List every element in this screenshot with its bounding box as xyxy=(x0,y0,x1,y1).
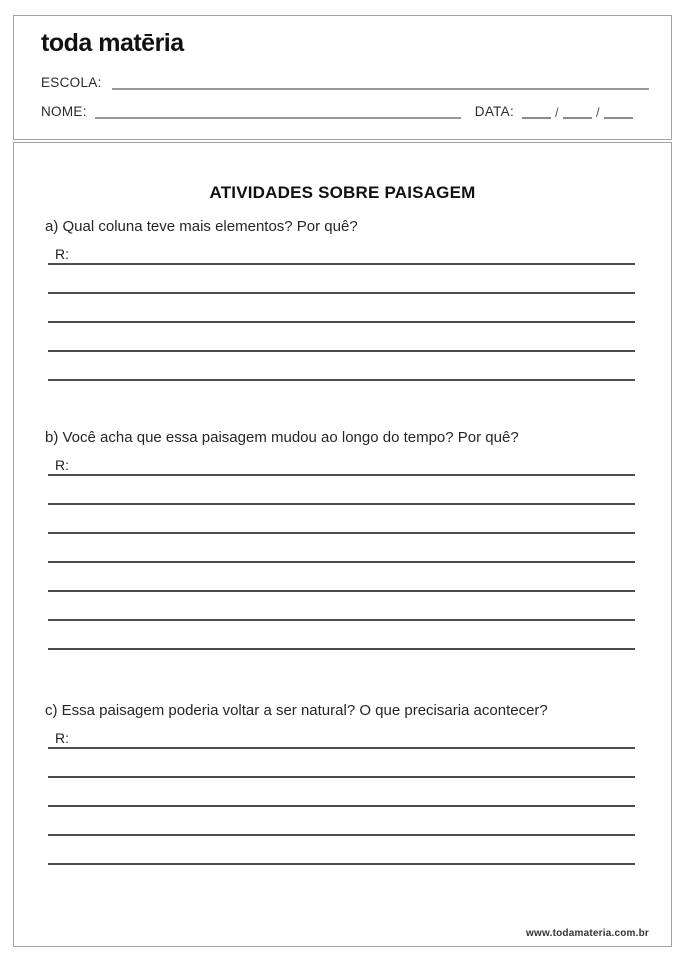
name-label: NOME: xyxy=(41,104,87,119)
date-label: DATA: xyxy=(474,104,515,119)
answer-line xyxy=(48,749,635,778)
answer-first-line xyxy=(48,243,635,265)
answer-line xyxy=(48,476,635,505)
answer-line xyxy=(48,265,635,294)
date-separator: / xyxy=(555,105,559,120)
answer-first-line xyxy=(48,727,635,749)
answer-line xyxy=(48,323,635,352)
answer-prefix: R: xyxy=(55,456,69,473)
answer-line xyxy=(48,534,635,563)
worksheet-box xyxy=(13,142,672,947)
question-text: a) Qual coluna teve mais elementos? Por quê? xyxy=(45,218,358,236)
date-month-blank xyxy=(563,113,592,119)
answer-line xyxy=(48,592,635,621)
questions xyxy=(14,218,671,864)
answer-area xyxy=(48,243,635,381)
date-year-blank xyxy=(604,113,633,119)
answer-prefix: R: xyxy=(55,729,69,746)
question-block xyxy=(14,702,671,865)
worksheet-title: ATIVIDADES SOBRE PAISAGEM xyxy=(209,183,476,202)
answer-first-line xyxy=(48,454,635,476)
name-date-field-row xyxy=(41,104,649,119)
answer-area xyxy=(48,727,635,865)
date-day-blank xyxy=(522,113,551,119)
answer-line xyxy=(48,807,635,836)
question-text: c) Essa paisagem poderia voltar a ser natural? O que precisaria acontecer? xyxy=(45,701,548,719)
answer-line xyxy=(48,836,635,865)
answer-area xyxy=(48,454,635,650)
footer-url: www.todamateria.com.br xyxy=(526,928,649,939)
brand-logo: toda matēria xyxy=(41,29,184,57)
answer-line xyxy=(48,778,635,807)
answer-line xyxy=(48,505,635,534)
school-fill-line xyxy=(112,84,649,90)
question-block xyxy=(14,429,671,650)
header-box xyxy=(13,15,672,140)
school-field-row xyxy=(41,75,649,90)
question-block xyxy=(14,218,671,381)
answer-line xyxy=(48,563,635,592)
name-fill-line xyxy=(95,113,461,119)
date-separator: / xyxy=(595,105,600,120)
answer-prefix: R: xyxy=(55,246,69,263)
school-label: ESCOLA: xyxy=(41,75,102,90)
date-blanks-group xyxy=(522,106,633,119)
answer-line xyxy=(48,294,635,323)
answer-line xyxy=(48,621,635,650)
question-text: b) Você acha que essa paisagem mudou ao longo do tempo? Por quê? xyxy=(45,429,519,447)
answer-line xyxy=(48,352,635,381)
